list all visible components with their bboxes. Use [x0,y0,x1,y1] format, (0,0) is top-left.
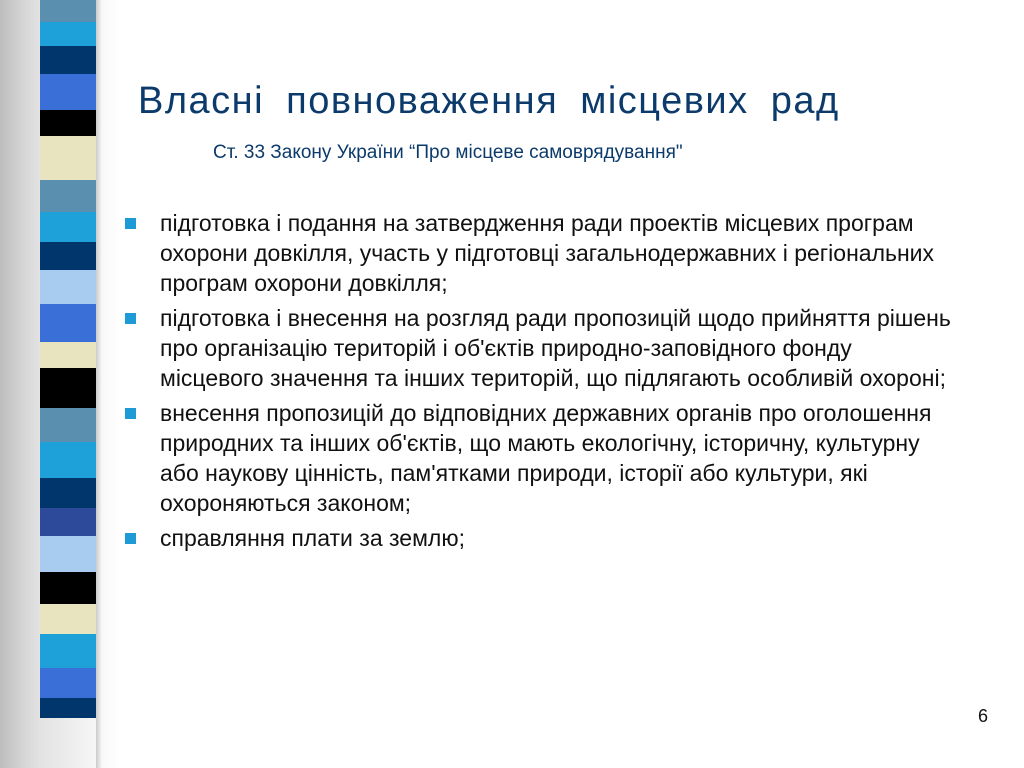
color-band-segment [40,304,96,342]
color-band-segment [40,408,96,442]
color-band-segment [40,536,96,572]
list-item-text: справляння плати за землю; [160,525,465,551]
square-bullet-icon [125,313,136,324]
square-bullet-icon [125,218,136,229]
decorative-band-shadow [96,0,102,768]
list-item [122,398,952,518]
color-band-segment [40,270,96,304]
color-band-segment [40,604,96,634]
color-band-segment [40,46,96,74]
color-band-segment [40,342,96,368]
color-band-segment [40,0,96,22]
list-item-text: внесення пропозицій до відповідних державних органів про оголошення природних та інших об'єктів, що мають екологічну, історичну, культурну або наукову цінність, пам'ятками природи, історії або культури, які охороняються законом; [160,400,932,516]
bullet-list [122,208,952,558]
square-bullet-icon [125,533,136,544]
slide-title: Власні повноваження місцевих рад [138,80,840,122]
color-band-segment [40,442,96,478]
list-item-text: підготовка і подання на затвердження ради проектів місцевих програм охорони довкілля, участь у підготовці загальнодержавних і регіональних програм охорони довкілля; [160,210,935,296]
color-band-segment [40,74,96,110]
color-band-segment [40,368,96,408]
decorative-color-band [40,0,96,768]
color-band-segment [40,242,96,270]
color-band-segment [40,478,96,508]
list-item-text: підготовка і внесення на розгляд ради пропозицій щодо прийняття рішень про організацію територій і об'єктів природно-заповідного фонду місцевого значення та інших територій, що підлягають особливій охороні; [160,305,951,391]
color-band-segment [40,110,96,136]
list-item [122,523,952,553]
color-band-segment [40,698,96,718]
color-band-segment [40,212,96,242]
color-band-segment [40,634,96,668]
page-number: 6 [977,706,988,726]
color-band-segment [40,136,96,180]
square-bullet-icon [125,408,136,419]
list-item [122,208,952,298]
list-item [122,303,952,393]
color-band-segment [40,180,96,212]
color-band-segment [40,668,96,698]
color-band-segment [40,572,96,604]
color-band-segment [40,508,96,536]
color-band-segment [40,22,96,46]
slide-subtitle: Ст. 33 Закону України “Про місцеве самоврядування" [213,142,683,163]
